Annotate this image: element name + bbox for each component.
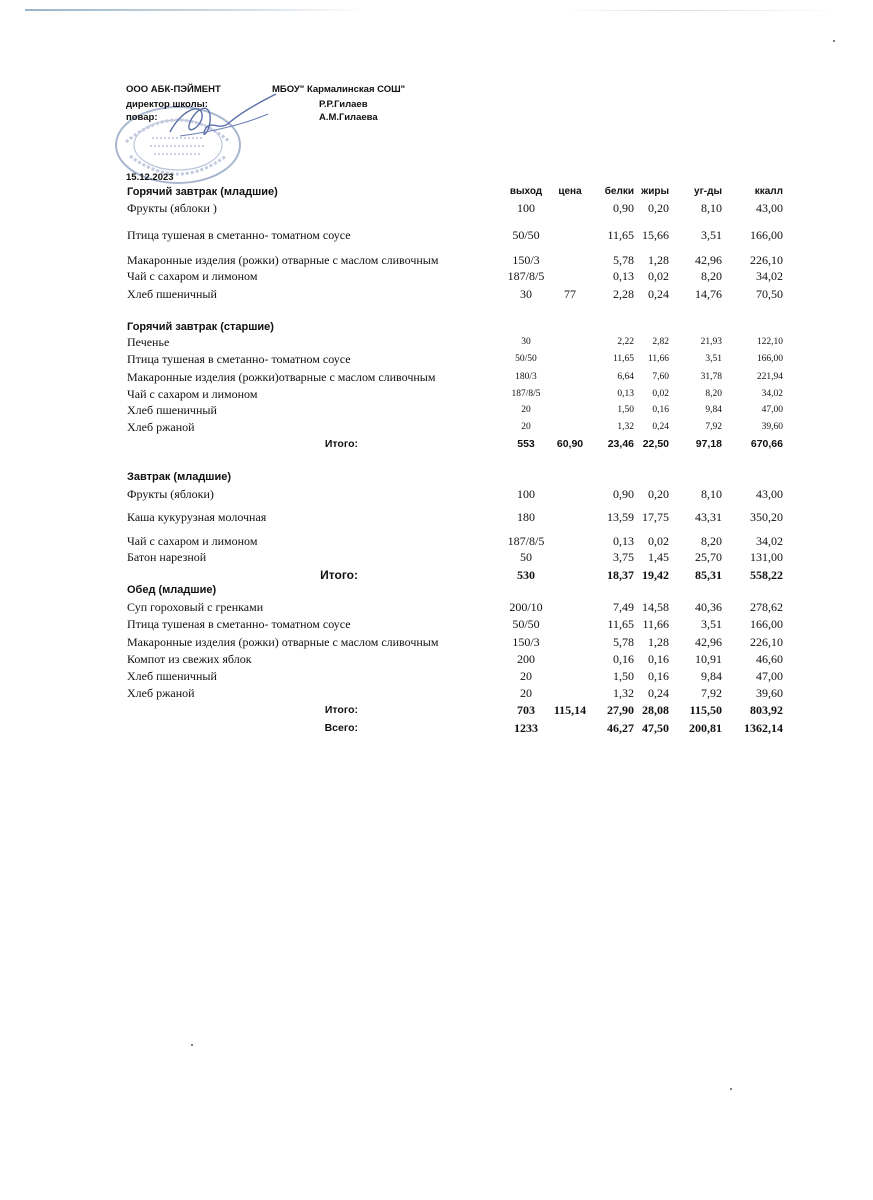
dish-kcal: 34,02: [761, 389, 783, 399]
dish-protein: 0,13: [613, 269, 634, 283]
grand-total-fat: 47,50: [642, 721, 669, 735]
dish-fat: 0,02: [652, 389, 669, 399]
total-kcal: 670,66: [750, 438, 783, 450]
dish-protein: 5,78: [613, 635, 634, 649]
column-header-price: цена: [558, 186, 582, 197]
dish-name: Хлеб ржаной: [127, 686, 195, 700]
dish-protein: 1,50: [617, 405, 634, 415]
column-header-fat: жиры: [641, 186, 669, 197]
total-label: Итого:: [320, 568, 358, 582]
dish-output: 100: [517, 201, 535, 215]
table-row: [0, 685, 873, 701]
dish-price: 77: [564, 287, 576, 301]
dish-kcal: 221,94: [756, 372, 783, 382]
section-title: Горячий завтрак (младшие): [127, 186, 278, 198]
total-protein: 27,90: [607, 703, 634, 717]
dish-output: 20: [520, 686, 532, 700]
dish-carbs: 8,20: [705, 389, 722, 399]
total-fat: 22,50: [642, 438, 669, 450]
dish-output: 150/3: [512, 635, 540, 649]
dish-kcal: 166,00: [750, 617, 783, 631]
dish-name: Птица тушеная в сметанно- томатном соусе: [127, 617, 351, 631]
dish-carbs: 40,36: [695, 600, 722, 614]
section-title: Обед (младшие): [127, 584, 217, 596]
section-title: Горячий завтрак (старшие): [127, 321, 274, 333]
dish-fat: 0,24: [648, 287, 669, 301]
dish-fat: 0,20: [648, 487, 669, 501]
dish-output: 30: [520, 287, 532, 301]
table-row: [0, 386, 873, 402]
table-row: [0, 668, 873, 684]
dish-output: 100: [517, 487, 535, 501]
dish-name: Печенье: [127, 335, 170, 349]
total-label: Итого:: [324, 704, 358, 716]
scan-speck: [833, 40, 835, 42]
scan-speck: [730, 1088, 732, 1090]
dish-output: 20: [521, 422, 531, 432]
dish-fat: 1,28: [648, 253, 669, 267]
dish-protein: 11,65: [607, 617, 634, 631]
dish-carbs: 14,76: [695, 287, 722, 301]
dish-protein: 2,22: [617, 337, 634, 347]
dish-name: Макаронные изделия (рожки)отварные с маслом сливочным: [127, 370, 436, 384]
section-header: [0, 469, 873, 485]
dish-kcal: 39,60: [756, 686, 783, 700]
dish-kcal: 43,00: [756, 201, 783, 215]
dish-name: Чай с сахаром и лимоном: [127, 534, 258, 548]
dish-protein: 6,64: [617, 372, 634, 382]
dish-protein: 0,16: [613, 652, 634, 666]
total-price: 115,14: [553, 703, 587, 717]
dish-kcal: 39,60: [761, 422, 783, 432]
dish-fat: 0,02: [648, 269, 669, 283]
dish-fat: 17,75: [642, 510, 669, 524]
dish-protein: 0,90: [613, 487, 634, 501]
dish-output: 180: [517, 510, 535, 524]
company-name: ООО АБК-ПЭЙМЕНТ: [126, 84, 221, 95]
dish-protein: 1,32: [613, 686, 634, 700]
dish-name: Макаронные изделия (рожки) отварные с маслом сливочным: [127, 253, 439, 267]
total-output: 553: [517, 438, 535, 450]
cook-label: повар:: [126, 112, 158, 123]
dish-name: Батон нарезной: [127, 550, 207, 564]
dish-protein: 11,65: [607, 228, 634, 242]
total-row: [0, 567, 873, 583]
dish-fat: 0,02: [648, 534, 669, 548]
total-carbs: 115,50: [689, 703, 722, 717]
table-row: [0, 533, 873, 549]
dish-output: 180/3: [515, 372, 537, 382]
dish-fat: 1,28: [648, 635, 669, 649]
dish-kcal: 43,00: [756, 487, 783, 501]
dish-protein: 2,28: [613, 287, 634, 301]
dish-name: Хлеб пшеничный: [127, 403, 217, 417]
dish-name: Фрукты (яблоки): [127, 487, 214, 501]
dish-fat: 0,24: [648, 686, 669, 700]
dish-fat: 0,16: [648, 669, 669, 683]
table-row: [0, 227, 873, 243]
menu-date: 15.12.2023: [126, 172, 174, 183]
dish-carbs: 3,51: [701, 228, 722, 242]
dish-output: 200: [517, 652, 535, 666]
dish-kcal: 278,62: [750, 600, 783, 614]
dish-name: Макаронные изделия (рожки) отварные с маслом сливочным: [127, 635, 439, 649]
section-header: [0, 184, 873, 200]
dish-kcal: 70,50: [756, 287, 783, 301]
dish-protein: 0,13: [613, 534, 634, 548]
total-carbs: 85,31: [695, 568, 722, 582]
total-carbs: 97,18: [695, 438, 722, 450]
table-row: [0, 334, 873, 350]
dish-carbs: 21,93: [700, 337, 722, 347]
grand-total-label: Всего:: [324, 722, 358, 734]
dish-output: 150/3: [512, 253, 540, 267]
dish-name: Чай с сахаром и лимоном: [127, 269, 258, 283]
dish-output: 50/50: [512, 617, 540, 631]
dish-fat: 1,45: [648, 550, 669, 564]
table-row: [0, 549, 873, 565]
dish-name: Суп гороховый с гренками: [127, 600, 264, 614]
dish-protein: 1,32: [617, 422, 634, 432]
dish-output: 187/8/5: [507, 534, 545, 548]
cook-name: А.М.Гилаева: [319, 112, 378, 123]
table-row: [0, 634, 873, 650]
dish-carbs: 42,96: [695, 253, 722, 267]
total-row: [0, 436, 873, 452]
dish-fat: 0,20: [648, 201, 669, 215]
table-row: [0, 509, 873, 525]
dish-name: Хлеб ржаной: [127, 420, 195, 434]
dish-fat: 11,66: [647, 354, 669, 364]
dish-carbs: 9,84: [705, 405, 722, 415]
dish-output: 50/50: [512, 228, 540, 242]
section-title: Завтрак (младшие): [127, 471, 232, 483]
dish-carbs: 9,84: [701, 669, 722, 683]
dish-carbs: 3,51: [701, 617, 722, 631]
dish-name: Хлеб пшеничный: [127, 669, 217, 683]
dish-output: 50/50: [515, 354, 537, 364]
dish-kcal: 47,00: [756, 669, 783, 683]
dish-protein: 3,75: [613, 550, 634, 564]
dish-output: 187/8/5: [511, 389, 541, 399]
table-row: [0, 599, 873, 615]
column-header-protein: белки: [604, 186, 634, 197]
dish-kcal: 226,10: [750, 635, 783, 649]
dish-protein: 5,78: [613, 253, 634, 267]
total-label: Итого:: [324, 438, 358, 450]
dish-fat: 0,16: [648, 652, 669, 666]
dish-kcal: 166,00: [750, 228, 783, 242]
column-header-carbs: уг-ды: [694, 186, 722, 197]
scan-edge-line: [25, 9, 365, 11]
dish-name: Хлеб пшеничный: [127, 287, 217, 301]
dish-kcal: 46,60: [756, 652, 783, 666]
dish-fat: 7,60: [652, 372, 669, 382]
dish-protein: 0,13: [617, 389, 634, 399]
column-header-kcal: ккалл: [754, 186, 783, 197]
dish-protein: 11,65: [612, 354, 634, 364]
total-protein: 23,46: [607, 438, 634, 450]
dish-name: Чай с сахаром и лимоном: [127, 387, 258, 401]
scan-speck: [191, 1044, 193, 1046]
total-price: 60,90: [556, 438, 584, 450]
dish-name: Птица тушеная в сметанно- томатном соусе: [127, 228, 351, 242]
table-row: [0, 616, 873, 632]
dish-fat: 15,66: [642, 228, 669, 242]
table-row: [0, 351, 873, 367]
total-output: 530: [517, 568, 535, 582]
section-header: [0, 319, 873, 335]
dish-carbs: 31,78: [700, 372, 722, 382]
dish-carbs: 25,70: [695, 550, 722, 564]
total-protein: 18,37: [607, 568, 634, 582]
dish-name: Каша кукурузная молочная: [127, 510, 267, 524]
dish-carbs: 42,96: [695, 635, 722, 649]
total-row: [0, 702, 873, 718]
dish-carbs: 7,92: [705, 422, 722, 432]
dish-fat: 11,66: [642, 617, 669, 631]
table-row: [0, 286, 873, 302]
table-row: [0, 486, 873, 502]
dish-kcal: 350,20: [750, 510, 783, 524]
dish-output: 20: [521, 405, 531, 415]
total-fat: 28,08: [642, 703, 669, 717]
total-output: 703: [517, 703, 535, 717]
dish-fat: 14,58: [642, 600, 669, 614]
grand-total-kcal: 1362,14: [744, 721, 783, 735]
dish-kcal: 34,02: [756, 534, 783, 548]
school-name: МБОУ" Кармалинская СОШ": [272, 84, 406, 95]
dish-carbs: 3,51: [705, 354, 722, 364]
scan-edge-line: [560, 10, 840, 11]
dish-kcal: 47,00: [761, 405, 783, 415]
table-row: [0, 200, 873, 216]
dish-output: 187/8/5: [507, 269, 545, 283]
dish-name: Птица тушеная в сметанно- томатном соусе: [127, 352, 351, 366]
dish-protein: 1,50: [613, 669, 634, 683]
dish-output: 30: [521, 337, 531, 347]
dish-fat: 0,24: [652, 422, 669, 432]
dish-protein: 7,49: [613, 600, 634, 614]
table-row: [0, 402, 873, 418]
grand-total-protein: 46,27: [607, 721, 634, 735]
dish-name: Фрукты (яблоки ): [127, 201, 217, 215]
dish-name: Компот из свежих яблок: [127, 652, 252, 666]
total-fat: 19,42: [642, 568, 669, 582]
dish-carbs: 8,10: [701, 201, 722, 215]
dish-kcal: 34,02: [756, 269, 783, 283]
grand-total-carbs: 200,81: [689, 721, 722, 735]
dish-carbs: 43,31: [695, 510, 722, 524]
dish-kcal: 166,00: [756, 354, 783, 364]
dish-carbs: 8,10: [701, 487, 722, 501]
dish-protein: 13,59: [607, 510, 634, 524]
grand-total-row: [0, 720, 873, 736]
dish-carbs: 10,91: [695, 652, 722, 666]
dish-output: 200/10: [509, 600, 543, 614]
table-row: [0, 268, 873, 284]
dish-kcal: 226,10: [750, 253, 783, 267]
grand-total-output: 1233: [514, 721, 538, 735]
director-name: Р.Р.Гилаев: [319, 99, 368, 110]
dish-carbs: 7,92: [701, 686, 722, 700]
table-row: [0, 651, 873, 667]
dish-carbs: 8,20: [701, 534, 722, 548]
column-header-output: выход: [509, 186, 543, 197]
dish-output: 50: [520, 550, 532, 564]
dish-kcal: 122,10: [756, 337, 783, 347]
dish-kcal: 131,00: [750, 550, 783, 564]
table-row: [0, 369, 873, 385]
table-row: [0, 419, 873, 435]
section-header: [0, 582, 873, 598]
dish-carbs: 8,20: [701, 269, 722, 283]
director-label: директор школы:: [126, 99, 208, 110]
table-row: [0, 252, 873, 268]
total-kcal: 558,22: [750, 568, 783, 582]
dish-output: 20: [520, 669, 532, 683]
dish-protein: 0,90: [613, 201, 634, 215]
dish-fat: 2,82: [652, 337, 669, 347]
total-kcal: 803,92: [750, 703, 783, 717]
dish-fat: 0,16: [652, 405, 669, 415]
